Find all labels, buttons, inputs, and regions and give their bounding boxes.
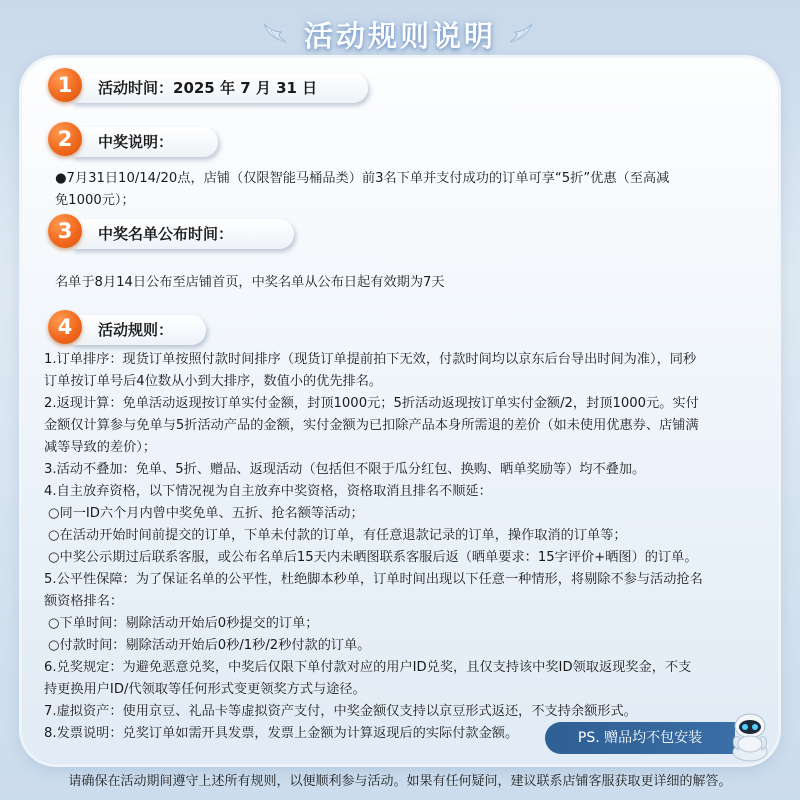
rule-line: 1.订单排序：现货订单按照付款时间排序（现货订单提前拍下无效，付款时间均以京东后台导出时间为准），同秒 (44, 352, 697, 367)
section-number-badge: 3 (48, 214, 82, 248)
rule-line: 额资格排名： (44, 594, 124, 609)
rule-line: 2.返现计算：免单活动返现按订单实付金额，封顶1000元；5折活动返现按订单实付金额/2，封顶1000元。实付 (44, 396, 699, 411)
section-heading-time (48, 68, 378, 104)
announce-text (55, 272, 445, 294)
section-label: 活动时间：2025 年 7 月 31 日 (72, 73, 368, 103)
rule-line: 金额仅计算参与免单与5折活动产品的金额，实付金额为已扣除产品本身所需退的差价（如未使用优惠券、店铺满 (44, 418, 699, 433)
section-heading-prize (48, 122, 208, 158)
section-number-badge: 2 (48, 122, 82, 156)
section-number-badge: 1 (48, 68, 82, 102)
rule-line: ○同一ID六个月内曾中奖免单、五折、抢名额等活动； (48, 506, 364, 521)
section-number-badge: 4 (48, 310, 82, 344)
robot-mascot-icon (722, 708, 778, 764)
rule-line: ○中奖公示期过后联系客服，或公布名单后15天内未晒图联系客服后返（晒单要求：15字评价+晒图）的订单。 (48, 550, 698, 565)
page-title: 活动规则说明 (303, 19, 496, 53)
section-heading-announce (48, 214, 288, 250)
rule-line: 订单按订单号后4位数从小到大排序，数值小的优先排名。 (44, 374, 383, 389)
prize-description (55, 168, 669, 212)
rule-line: 5.公平性保障：为了保证名单的公平性，杜绝脚本秒单，订单时间出现以下任意一种情形，将剔除不参与活动抢名 (44, 572, 703, 587)
rules-list (44, 349, 703, 745)
rule-line: 持更换用户ID/代领取等任何形式变更领奖方式与途径。 (44, 682, 366, 697)
rule-line: ○付款时间：剔除活动开始后0秒/1秒/2秒付款的订单。 (48, 638, 371, 653)
text-line: 免1000元）； (55, 193, 135, 208)
rule-line: ○在活动开始时间前提交的订单，下单未付款的订单，有任意退款记录的订单，操作取消的订单等； (48, 528, 627, 543)
section-heading-rules (48, 310, 208, 346)
rule-line: 减等导致的差价）； (44, 440, 157, 455)
rule-line: ○下单时间：剔除活动开始后0秒提交的订单； (48, 616, 319, 631)
rule-line: 8.发票说明：兑奖订单如需开具发票，发票上金额为计算返现后的实际付款金额。 (44, 726, 519, 741)
ps-note-tab: PS. 赠品均不包安装 (545, 722, 735, 754)
footer-note: 请确保在活动期间遵守上述所有规则，以便顺利参与活动。如果有任何疑问，建议联系店铺客服获取更详细的解答。 (68, 774, 732, 789)
text-line: 名单于8月14日公布至店铺首页，中奖名单从公布日起有效期为7天 (55, 275, 445, 290)
section-label: 活动规则： (72, 315, 206, 345)
rule-line: 6.兑奖规定：为避免恶意兑奖，中奖后仅限下单付款对应的用户ID兑奖，且仅支持该中奖ID领取返现奖金，不支 (44, 660, 692, 675)
rule-line: 3.活动不叠加：免单、5折、赠品、返现活动（包括但不限于瓜分红包、换购、晒单奖励等）均不叠加。 (44, 462, 646, 477)
rule-line: 4.自主放弃资格，以下情况视为自主放弃中奖资格，资格取消且排名不顺延： (44, 484, 492, 499)
wing-right-icon (508, 22, 534, 44)
section-label: 中奖名单公布时间： (72, 219, 294, 249)
text-line: ●7月31日10/14/20点，店铺（仅限智能马桶品类）前3名下单并支付成功的订单可享“5折”优惠（至高减 (55, 171, 670, 186)
rule-line: 7.虚拟资产：使用京豆、礼品卡等虚拟资产支付，中奖金额仅支持以京豆形式返还，不支持余额形式。 (44, 704, 637, 719)
section-label: 中奖说明： (72, 127, 218, 157)
